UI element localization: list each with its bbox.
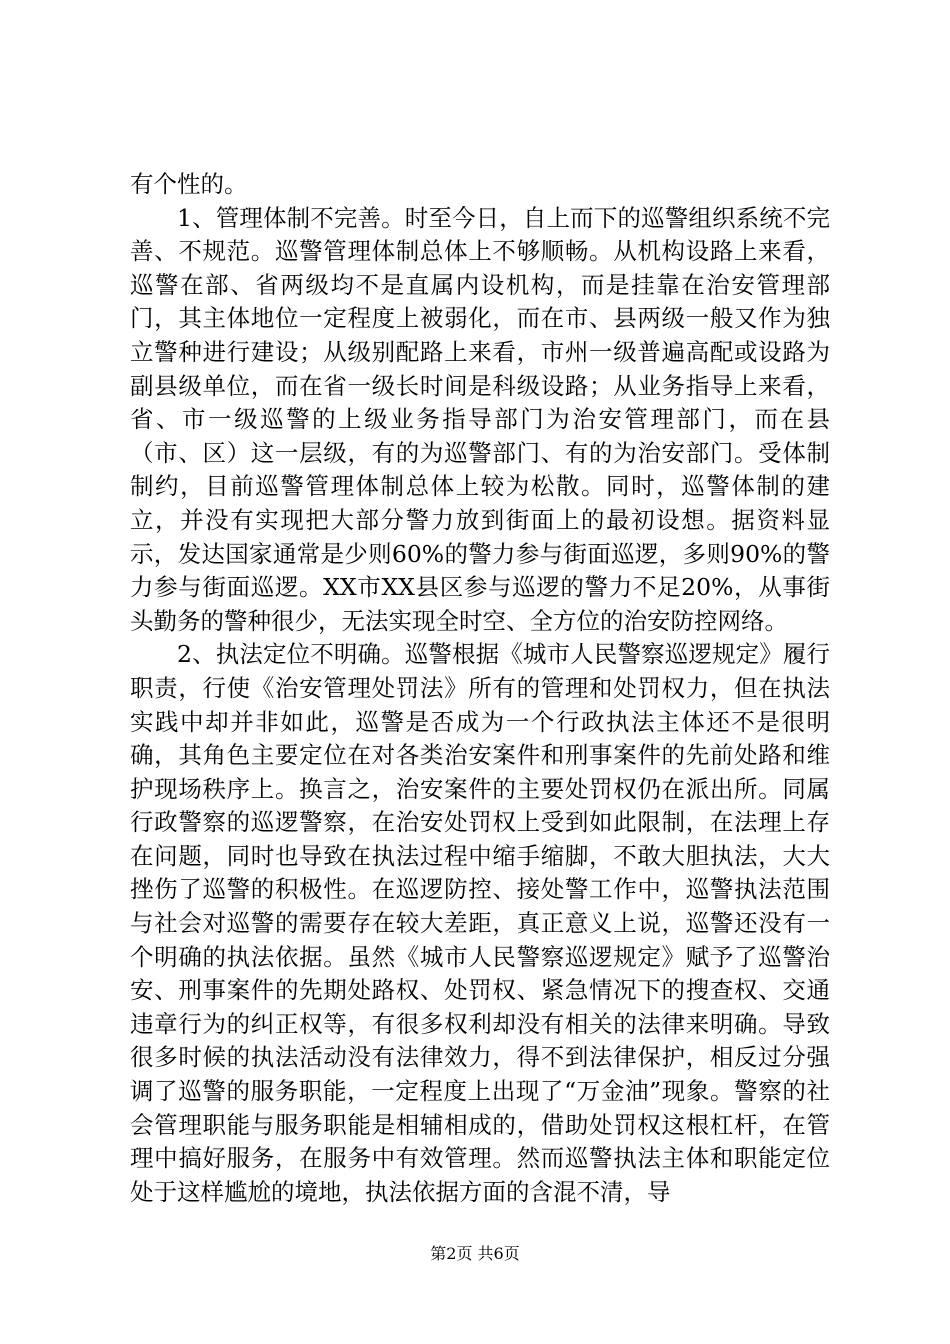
paragraph-management-system: 1、管理体制不完善。时至今日，自上而下的巡警组织系统不完善、不规范。巡警管理体制总体上不够顺畅。从机构设路上来看，巡警在部、省两级均不是直属内设机构，而是挂靠在治安管理部门，其主体地位一定程度上被弱化，而在市、县两级一般又作为独立警种进行建设；从级别配路上来看，市州一级普遍高配或设路为副县级单位，而在省一级长时间是科级设路；从业务指导上来看，省、市一级巡警的上级业务指导部门为治安管理部门，而在县（市、区）这一层级，有的为巡警部门、有的为治安部门。受体制制约，目前巡警管理体制总体上较为松散。同时，巡警体制的建立，并没有实现把大部分警力放到街面上的最初设想。据资料显示，发达国家通常是少则60%的警力参与街面巡逻，多则90%的警力参与街面巡逻。XX市XX县区参与巡逻的警力不足20%，从事街头勤务的警种很少，无法实现全时空、全方位的治安防控网络。 <box>130 203 830 635</box>
page-footer: 第2页 共6页 <box>430 1244 520 1263</box>
paragraph-intro: 有个性的。 <box>130 170 248 198</box>
paragraph-law-enforcement: 2、执法定位不明确。巡警根据《城市人民警察巡逻规定》履行职责，行使《治安管理处罚法》所有的管理和处罚权力，但在执法实践中却并非如此，巡警是否成为一个行政执法主体还不是很明确，其角色主要定位在对各类治安案件和刑事案件的先前处路和维护现场秩序上。换言之，治安案件的主要处罚权仍在派出所。同属行政警察的巡逻警察，在治安处罚权上受到如此限制，在法理上存在问题，同时也导致在执法过程中缩手缩脚，不敢大胆执法，大大挫伤了巡警的积极性。在巡逻防控、接处警工作中，巡警执法范围与社会对巡警的需要存在较大差距，真正意义上说，巡警还没有一个明确的执法依据。虽然《城市人民警察巡逻规定》赋予了巡警治安、刑事案件的先期处路权、处罚权、紧急情况下的搜查权、交通违章行为的纠正权等，有很多权利却没有相关的法律来明确。导致很多时候的执法活动没有法律效力，得不到法律保护，相反过分强调了巡警的服务职能，一定程度上出现了“万金油”现象。警察的社会管理职能与服务职能是相辅相成的，借助处罚权这根杠杆，在管理中搞好服务，在服务中有效管理。然而巡警执法主体和职能定位处于这样尴尬的境地，执法依据方面的含混不清，导 <box>130 640 830 1206</box>
document-body <box>130 168 830 1209</box>
